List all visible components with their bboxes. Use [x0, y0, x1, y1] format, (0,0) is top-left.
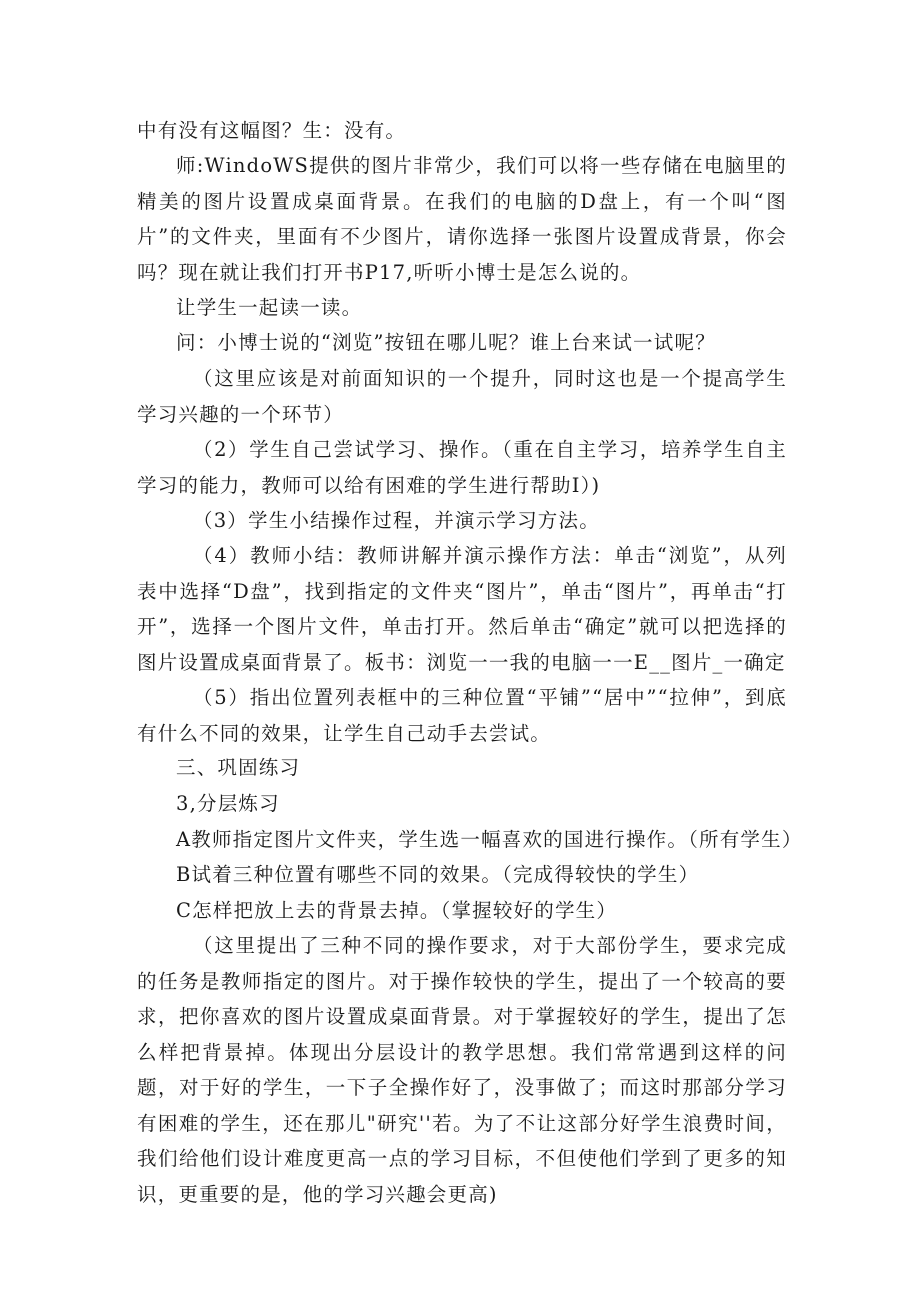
- paragraph-9: （5）指出位置列表框中的三种位置“平铺”“居中”“拉伸”，到底有什么不同的效果，让学生自己动手去尝试。: [137, 686, 787, 745]
- subsection-heading: 3,分层炼习: [176, 792, 280, 815]
- paragraph-2: 师:WindoWS提供的图片非常少，我们可以将一些存储在电脑里的精美的图片设置成桌面背景。在我们的电脑的D盘上，有一个叫“图片”的文件夹，里面有不少图片，请你选择一张图片设置成背景，你会吗？现在就让我们打开书P17,听听小博士是怎么说的。: [137, 154, 787, 284]
- paragraph-5: （这里应该是对前面知识的一个提升，同时这也是一个提高学生学习兴趣的一个环节）: [137, 367, 787, 426]
- exercise-b: B试着三种位置有哪些不同的效果。（完成得较快的学生）: [176, 863, 700, 886]
- paragraph-3: 让学生一起读一读。: [176, 296, 363, 319]
- paragraph-commentary: （这里提出了三种不同的操作要求，对于大部份学生，要求完成的任务是教师指定的图片。对于操作较快的学生，提出了一个较高的要求，把你喜欢的图片设置成桌面背景。对于掌握较好的学生，提出了怎么样把背景掉。体现出分层设计的教学思想。我们常常遇到这样的问题，对于好的学生，一下子全操作好了，没事做了；而这时那部分学习有困难的学生，还在那儿"研究''若。为了不让这部分好学生浪费时间，我们给他们设计难度更高一点的学习目标，不但使他们学到了更多的知识，更重要的是，他的学习兴趣会更高): [137, 934, 787, 1206]
- section-heading: 三、巩固练习: [176, 756, 301, 779]
- paragraph-8: （4）教师小结：教师讲解并演示操作方法：单击“浏览”，从列表中选择“D盘”，找到指定的文件夹“图片”，单击“图片”，再单击“打开”，选择一个图片文件，单击打开。然后单击“确定”就可以把选择的图片设置成桌面背景了。板书：浏览一一我的电脑一一E__图片_一确定: [137, 544, 787, 674]
- exercise-c: C怎样把放上去的背景去掉。（掌握较好的学生）: [176, 899, 618, 922]
- paragraph-1: 中有没有这幅图？生：没有。: [137, 119, 407, 142]
- paragraph-4: 问：小博士说的“浏览”按钮在哪儿呢？谁上台来试一试呢？: [176, 331, 716, 354]
- paragraph-7: （3）学生小结操作过程，并演示学习方法。: [193, 509, 600, 532]
- paragraph-6: （2）学生自己尝试学习、操作。（重在自主学习，培养学生自主学习的能力，教师可以给有困难的学生进行帮助I）): [137, 438, 787, 497]
- exercise-a: A教师指定图片文件夹，学生选一幅喜欢的国进行操作。（所有学生）: [176, 828, 803, 851]
